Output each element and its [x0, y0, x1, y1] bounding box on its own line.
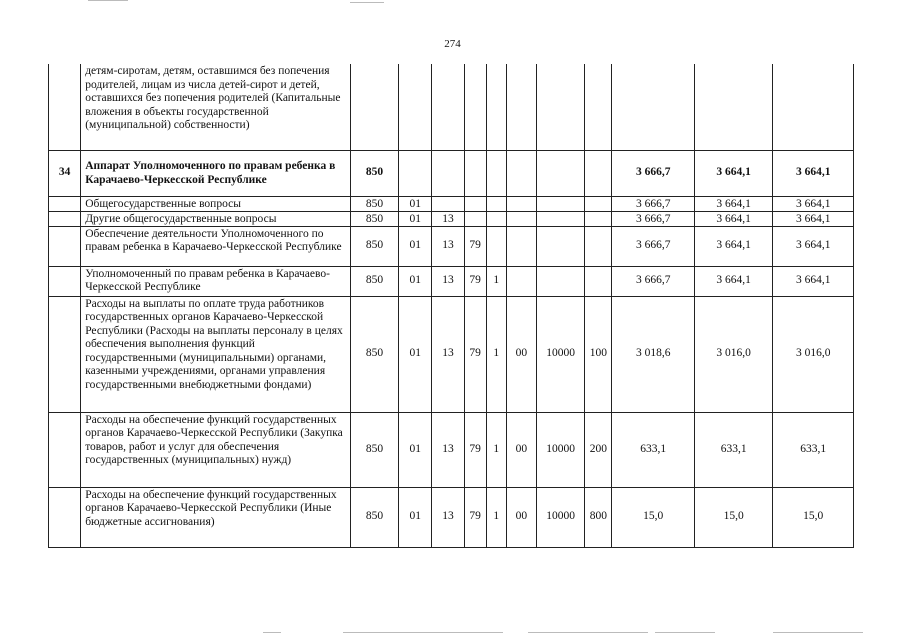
scan-artifact	[343, 632, 503, 633]
cell-c: 00	[506, 296, 536, 412]
cell-a: 79	[464, 266, 486, 296]
cell-pr	[432, 150, 464, 196]
cell-a: 79	[464, 412, 486, 487]
cell-vr	[585, 196, 612, 211]
scan-artifact	[88, 0, 128, 1]
cell-name: Аппарат Уполномоченного по правам ребенка в Карачаево-Черкесской Республике	[81, 150, 351, 196]
cell-name: Расходы на обеспечение функций государственных органов Карачаево-Черкесской Республики (Закупка товаров, работ и услуг для обеспечения государственных (муниципальных) нужд)	[81, 412, 351, 487]
table-row	[49, 226, 854, 266]
cell-name: Расходы на выплаты по оплате труда работников государственных органов Карачаево-Черкесской Республики (Расходы на выплаты персоналу в целях обеспечения выполнения функций государственными (муниципальными) органами, казенными учреждениями, органами управления государственными внебюджетными фондами)	[81, 296, 351, 412]
cell-v1: 3 666,7	[612, 196, 695, 211]
cell-c	[506, 150, 536, 196]
scan-artifact	[350, 2, 384, 3]
cell-rz: 01	[399, 211, 432, 226]
cell-name: Расходы на обеспечение функций государственных органов Карачаево-Черкесской Республики (Иные бюджетные ассигнования)	[81, 487, 351, 547]
cell-gr: 850	[350, 296, 398, 412]
cell-gr	[350, 64, 398, 150]
cell-no: 34	[49, 150, 81, 196]
cell-rz: 01	[399, 266, 432, 296]
cell-v2: 15,0	[694, 487, 772, 547]
cell-gr: 850	[350, 226, 398, 266]
cell-name: детям-сиротам, детям, оставшимся без попечения родителей, лицам из числа детей-сирот и детей, оставшихся без попечения родителей (Капитальные вложения в объекты государственной (муниципальной) собственности)	[81, 64, 351, 150]
cell-v3: 633,1	[773, 412, 854, 487]
table-row	[49, 266, 854, 296]
cell-b	[486, 150, 506, 196]
cell-d	[536, 64, 584, 150]
cell-no	[49, 266, 81, 296]
page-number: 274	[444, 38, 461, 50]
cell-a	[464, 211, 486, 226]
scan-artifact	[655, 632, 715, 633]
cell-c	[506, 211, 536, 226]
cell-vr: 800	[585, 487, 612, 547]
cell-no	[49, 296, 81, 412]
cell-gr: 850	[350, 196, 398, 211]
scan-artifact	[528, 632, 648, 633]
cell-d	[536, 226, 584, 266]
cell-v1: 3 666,7	[612, 150, 695, 196]
cell-a: 79	[464, 487, 486, 547]
cell-d	[536, 196, 584, 211]
cell-pr: 13	[432, 266, 464, 296]
table-row	[49, 196, 854, 211]
table-row	[49, 412, 854, 487]
cell-no	[49, 412, 81, 487]
cell-v2: 3 664,1	[694, 150, 772, 196]
cell-rz: 01	[399, 412, 432, 487]
cell-pr: 13	[432, 412, 464, 487]
cell-v3	[773, 64, 854, 150]
cell-d	[536, 150, 584, 196]
cell-v3: 3 016,0	[773, 296, 854, 412]
cell-vr	[585, 150, 612, 196]
cell-a: 79	[464, 226, 486, 266]
cell-pr: 13	[432, 296, 464, 412]
cell-vr	[585, 211, 612, 226]
table-row	[49, 487, 854, 547]
cell-pr: 13	[432, 211, 464, 226]
cell-rz	[399, 150, 432, 196]
cell-name: Общегосударственные вопросы	[81, 196, 351, 211]
cell-b: 1	[486, 296, 506, 412]
cell-rz: 01	[399, 296, 432, 412]
cell-no	[49, 64, 81, 150]
cell-b: 1	[486, 487, 506, 547]
cell-gr: 850	[350, 412, 398, 487]
table-row	[49, 296, 854, 412]
cell-gr: 850	[350, 487, 398, 547]
cell-d: 10000	[536, 487, 584, 547]
cell-a	[464, 196, 486, 211]
cell-pr: 13	[432, 226, 464, 266]
cell-vr	[585, 226, 612, 266]
cell-v3: 15,0	[773, 487, 854, 547]
cell-v3: 3 664,1	[773, 226, 854, 266]
cell-v2: 633,1	[694, 412, 772, 487]
cell-name: Другие общегосударственные вопросы	[81, 211, 351, 226]
cell-v1: 633,1	[612, 412, 695, 487]
cell-v1: 3 666,7	[612, 211, 695, 226]
cell-b	[486, 196, 506, 211]
cell-vr: 200	[585, 412, 612, 487]
cell-vr: 100	[585, 296, 612, 412]
cell-d: 10000	[536, 296, 584, 412]
cell-v3: 3 664,1	[773, 266, 854, 296]
cell-c: 00	[506, 487, 536, 547]
cell-rz: 01	[399, 226, 432, 266]
cell-b: 1	[486, 412, 506, 487]
cell-no	[49, 487, 81, 547]
cell-no	[49, 211, 81, 226]
cell-v3: 3 664,1	[773, 150, 854, 196]
cell-c	[506, 226, 536, 266]
table-row	[49, 150, 854, 196]
cell-d: 10000	[536, 412, 584, 487]
cell-c	[506, 64, 536, 150]
cell-gr: 850	[350, 266, 398, 296]
cell-a	[464, 150, 486, 196]
cell-v1: 3 666,7	[612, 226, 695, 266]
cell-pr: 13	[432, 487, 464, 547]
cell-v2: 3 664,1	[694, 196, 772, 211]
cell-a: 79	[464, 296, 486, 412]
cell-b	[486, 226, 506, 266]
scan-artifact	[773, 632, 863, 633]
cell-d	[536, 211, 584, 226]
table-row	[49, 211, 854, 226]
cell-v1: 3 666,7	[612, 266, 695, 296]
cell-v1	[612, 64, 695, 150]
cell-name: Обеспечение деятельности Уполномоченного по правам ребенка в Карачаево-Черкесской Республике	[81, 226, 351, 266]
cell-rz: 01	[399, 487, 432, 547]
cell-v3: 3 664,1	[773, 211, 854, 226]
cell-v2: 3 664,1	[694, 266, 772, 296]
cell-no	[49, 226, 81, 266]
table-row	[49, 64, 854, 150]
cell-no	[49, 196, 81, 211]
cell-v1: 3 018,6	[612, 296, 695, 412]
cell-c: 00	[506, 412, 536, 487]
cell-a	[464, 64, 486, 150]
cell-v2	[694, 64, 772, 150]
cell-d	[536, 266, 584, 296]
cell-v2: 3 016,0	[694, 296, 772, 412]
cell-v2: 3 664,1	[694, 226, 772, 266]
cell-vr	[585, 266, 612, 296]
cell-vr	[585, 64, 612, 150]
cell-pr	[432, 196, 464, 211]
cell-v1: 15,0	[612, 487, 695, 547]
scan-artifact	[263, 632, 281, 633]
cell-c	[506, 196, 536, 211]
cell-name: Уполномоченный по правам ребенка в Карачаево-Черкесской Республике	[81, 266, 351, 296]
cell-v2: 3 664,1	[694, 211, 772, 226]
cell-pr	[432, 64, 464, 150]
cell-rz: 01	[399, 196, 432, 211]
cell-gr: 850	[350, 211, 398, 226]
cell-c	[506, 266, 536, 296]
cell-b	[486, 211, 506, 226]
budget-table	[48, 64, 854, 548]
cell-rz	[399, 64, 432, 150]
cell-v3: 3 664,1	[773, 196, 854, 211]
cell-gr: 850	[350, 150, 398, 196]
cell-b	[486, 64, 506, 150]
cell-b: 1	[486, 266, 506, 296]
